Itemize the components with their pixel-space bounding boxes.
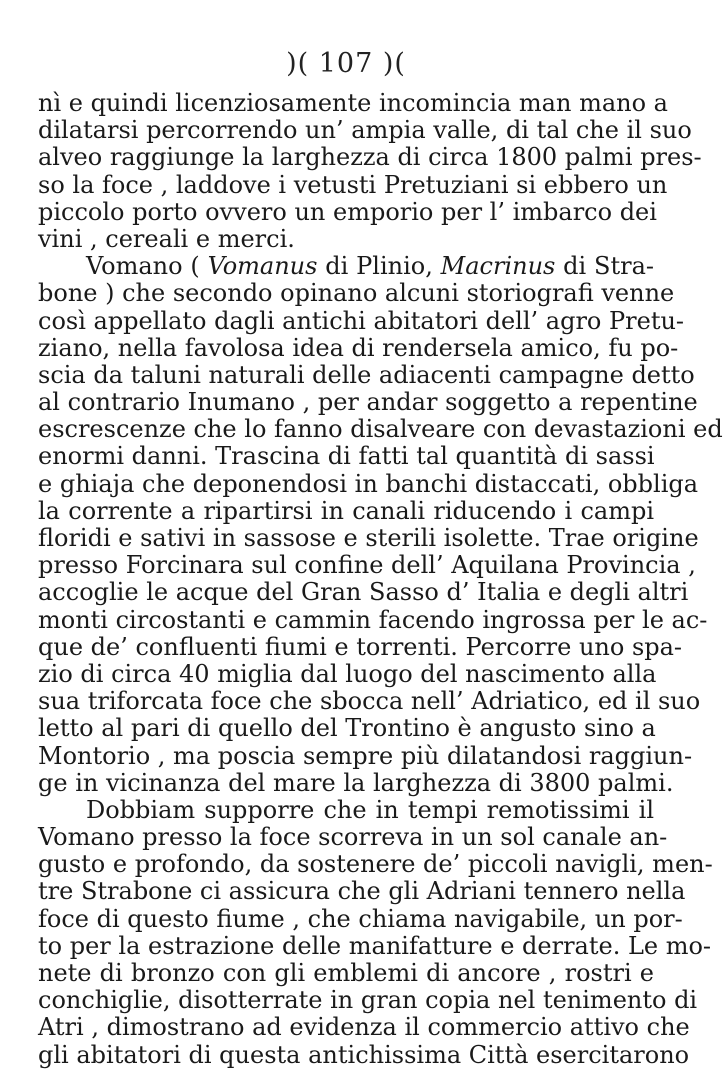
text-segment: ziano, nella favolosa idea di rendersela amico, fu po- (38, 333, 679, 362)
text-segment: escrescenze che lo fanno disalveare con devastazioni ed (38, 415, 723, 444)
text-segment: al contrario Inumano , per andar soggetto a repentine (38, 388, 698, 417)
italic-text: Vomanus (207, 252, 318, 281)
book-page (38, 44, 723, 1069)
text-segment: ge in vicinanza del mare la larghezza di 3800 palmi. (38, 768, 674, 797)
text-segment: Vomano ( (86, 252, 208, 281)
text-segment: gusto e profondo, da sostenere de’ piccoli navigli, men- (38, 850, 713, 879)
text-line (38, 116, 692, 145)
italic-text: Macrinus (440, 252, 556, 281)
text-line (38, 253, 654, 280)
text-segment: la corrente a ripartirsi in canali riducendo i campi (38, 496, 654, 525)
text-segment: Atri , dimostrano ad evidenza il commercio attivo che (38, 1013, 690, 1042)
text-line (38, 360, 695, 389)
text-segment: Vomano presso la foce scorreva in un sol canale an- (38, 823, 668, 852)
text-line (38, 498, 654, 525)
text-line (38, 226, 654, 253)
text-line (38, 306, 685, 335)
text-line (38, 415, 723, 444)
text-line (38, 89, 668, 117)
text-segment: monti circostanti e cammin facendo ingrossa per le ac- (38, 605, 708, 634)
text-line (38, 524, 699, 552)
text-line (38, 687, 701, 716)
text-line (38, 904, 683, 933)
text-segment: così appellato dagli antichi abitatori dell’ agro Pretu- (38, 306, 685, 335)
text-line (38, 797, 654, 824)
text-segment: accoglie le acque del Gran Sasso d’ Italia e degli altri (38, 578, 689, 607)
text-line (38, 1013, 690, 1042)
text-segment: conchiglie, disotterrate in gran copia nel tenimento di (38, 986, 698, 1015)
text-segment: dilatarsi percorrendo un’ ampia valle, di tal che il suo (38, 116, 692, 145)
text-line (38, 1040, 690, 1069)
text-segment: enormi danni. Trascina di fatti tal quantità di sassi (38, 442, 655, 471)
text-segment: letto al pari di quello del Trontino è angusto sino a (38, 714, 656, 743)
text-segment: que de’ confluenti fiumi e torrenti. Percorre uno spa- (38, 632, 683, 661)
text-line (38, 986, 698, 1015)
text-segment: gli abitatori di questa antichissima Città esercitarono (38, 1040, 690, 1069)
text-line (38, 741, 693, 770)
text-segment: alveo raggiunge la larghezza di circa 1800 palmi pres- (38, 143, 702, 172)
text-line (38, 715, 654, 742)
text-segment: foce di questo fiume , che chiama navigabile, un por- (38, 904, 683, 933)
text-line (38, 443, 654, 470)
text-line (38, 333, 679, 362)
text-line (38, 659, 657, 688)
text-segment: tre Strabone ci assicura che gli Adriani tennero nella (38, 877, 686, 906)
text-segment: so la foce , laddove i vetusti Pretuziani si ebbero un (38, 170, 668, 199)
text-segment: to per la estrazione delle manifatture e derrate. Le mo- (38, 931, 712, 960)
text-line (38, 605, 708, 634)
text-segment: floridi e sativi in sassose e sterili isolette. Trae origine (38, 524, 699, 552)
text-line (38, 469, 699, 498)
text-segment: zio di circa 40 miglia dal luogo del nascimento alla (38, 659, 657, 688)
text-line (38, 279, 675, 308)
text-line (38, 877, 686, 906)
text-line (38, 768, 674, 797)
text-line (38, 551, 696, 580)
text-line (38, 632, 683, 661)
text-segment: nì e quindi licenziosamente incomincia man mano a (38, 89, 668, 117)
text-segment: piccolo porto ovvero un emporio per l’ imbarco dei (38, 197, 657, 226)
text-segment: di Stra- (555, 252, 655, 281)
text-line (38, 931, 712, 960)
text-segment: e ghiaja che deponendosi in banchi distaccati, obbliga (38, 469, 699, 498)
text-segment: presso Forcinara sul confine dell’ Aquilana Provincia , (38, 551, 696, 580)
text-line (38, 960, 654, 987)
text-segment: sua triforcata foce che sbocca nell’ Adriatico, ed il suo (38, 687, 701, 716)
text-line (38, 823, 668, 852)
text-segment: vini , cereali e merci. (38, 224, 295, 253)
text-segment: bone ) che secondo opinano alcuni storiografi venne (38, 279, 675, 308)
text-segment: scia da taluni naturali delle adiacenti campagne detto (38, 360, 695, 389)
text-line (38, 850, 713, 879)
page-header: )( 107 )( (286, 48, 406, 79)
text-line (38, 388, 698, 417)
text-line (38, 143, 702, 172)
text-line (38, 578, 689, 607)
body-text (38, 89, 723, 1069)
text-segment: di Plinio, (317, 252, 441, 281)
text-line (38, 170, 668, 199)
text-segment: Dobbiam supporre che in tempi remotissimi il (86, 795, 654, 824)
text-segment: nete di bronzo con gli emblemi di ancore , rostri e (38, 959, 654, 987)
text-segment: Montorio , ma poscia sempre più dilatandosi raggiun- (38, 741, 693, 770)
text-line (38, 197, 657, 226)
